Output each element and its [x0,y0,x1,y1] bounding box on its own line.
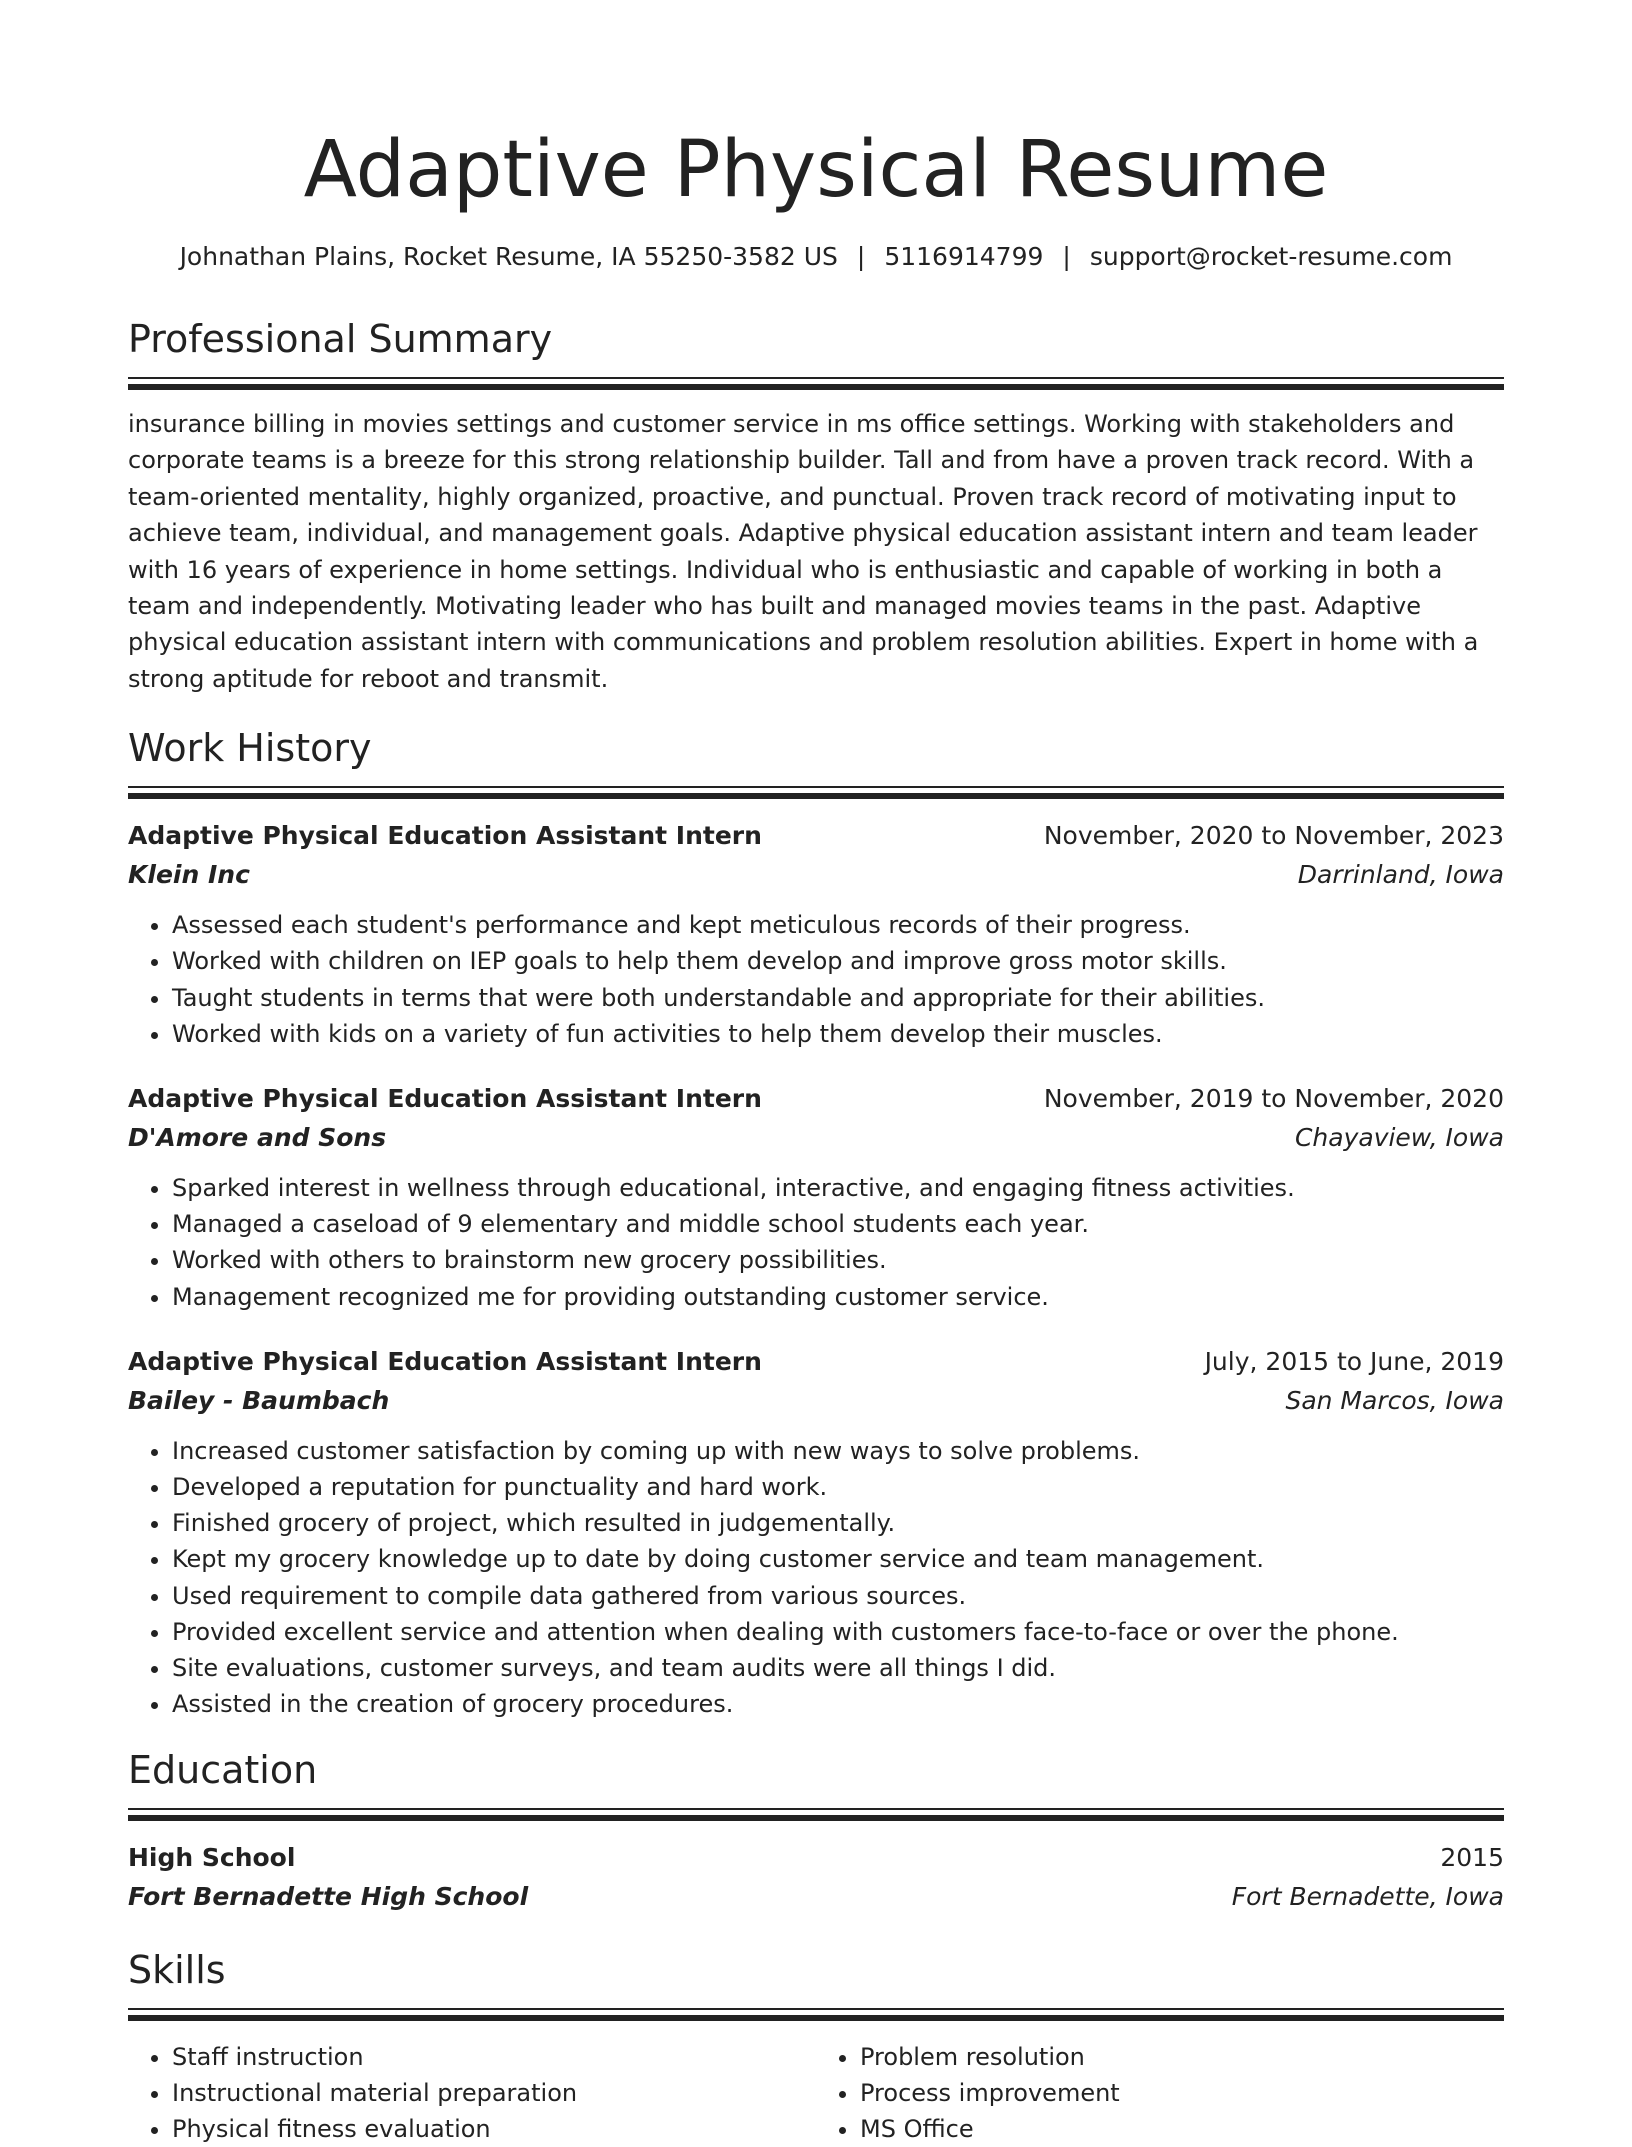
education-degree: High School [128,1839,295,1877]
list-item: • Kept my grocery knowledge up to date by doing customer service and team management. [172,1541,1504,1577]
skills-section [128,1945,1504,2147]
list-item: • Finished grocery of project, which resulted in judgementally. [172,1505,1504,1541]
skill-item: • MS Office [860,2111,1504,2147]
job-dates: November, 2019 to November, 2020 [1044,1080,1504,1118]
education-section [128,1745,1504,1917]
job-bullets [128,1433,1504,1723]
job-entry [128,1080,1504,1315]
skills-list [128,2039,1504,2147]
job-company: D'Amore and Sons [128,1118,386,1158]
education-location: Fort Bernadette, Iowa [1232,1877,1504,1917]
list-item: • Sparked interest in wellness through educational, interactive, and engaging fitness activities. [172,1170,1504,1206]
list-item: • Increased customer satisfaction by coming up with new ways to solve problems. [172,1433,1504,1469]
skill-item: • Staff instruction [172,2039,816,2075]
list-item: • Management recognized me for providing outstanding customer service. [172,1279,1504,1315]
list-item: • Assisted in the creation of grocery procedures. [172,1686,1504,1722]
skills-column-left [128,2039,816,2147]
list-item: • Taught students in terms that were both understandable and appropriate for their abilities. [172,980,1504,1016]
contact-line [128,240,1504,274]
section-divider [128,786,1504,799]
work-history-heading: Work History [128,723,1504,773]
education-year: 2015 [1440,1839,1504,1877]
job-company: Bailey - Baumbach [128,1381,389,1421]
contact-separator: | [1043,242,1089,271]
education-heading: Education [128,1745,1504,1795]
education-school: Fort Bernadette High School [128,1877,528,1917]
section-divider [128,1808,1504,1821]
job-entry [128,817,1504,1052]
work-history-section [128,723,1504,1722]
education-entry [128,1839,1504,1917]
job-title: Adaptive Physical Education Assistant Intern [128,1343,762,1381]
summary-text: insurance billing in movies settings and customer service in ms office settings. Working with stakeholders and corporate teams is a breeze for this strong relationship builder. Tall and from have a proven track record. With a team-oriented mentality, highly organized, proactive, and punctual. Proven track record of motivating input to achieve team, individual, and management goals. Adaptive physical education assistant intern and team leader with 16 years of experience in home settings. Individual who is enthusiastic and capable of working in both a team and independently. Motivating leader who has built and managed movies teams in the past. Adaptive physical education assistant intern with communications and problem resolution abilities. Expert in home with a strong aptitude for reboot and transmit. [128,406,1504,697]
job-dates: November, 2020 to November, 2023 [1044,817,1504,855]
list-item: • Developed a reputation for punctuality and hard work. [172,1469,1504,1505]
summary-heading: Professional Summary [128,314,1504,364]
job-company: Klein Inc [128,855,250,895]
job-bullets [128,1170,1504,1315]
job-location: Darrinland, Iowa [1298,855,1504,895]
resume-title: Adaptive Physical Resume [128,0,1504,222]
job-location: San Marcos, Iowa [1285,1381,1504,1421]
skill-item: • Instructional material preparation [172,2075,816,2111]
contact-separator: | [838,242,884,271]
job-entry [128,1343,1504,1723]
list-item: • Worked with kids on a variety of fun activities to help them develop their muscles. [172,1016,1504,1052]
list-item: • Worked with children on IEP goals to help them develop and improve gross motor skills. [172,943,1504,979]
section-divider [128,2008,1504,2021]
list-item: • Managed a caseload of 9 elementary and middle school students each year. [172,1206,1504,1242]
skill-item: • Process improvement [860,2075,1504,2111]
job-location: Chayaview, Iowa [1295,1118,1504,1158]
job-bullets [128,907,1504,1052]
summary-section [128,314,1504,697]
contact-address: Johnathan Plains, Rocket Resume, IA 55250-3582 US [180,242,838,271]
job-title: Adaptive Physical Education Assistant Intern [128,1080,762,1118]
list-item: • Assessed each student's performance and kept meticulous records of their progress. [172,907,1504,943]
list-item: • Site evaluations, customer surveys, and team audits were all things I did. [172,1650,1504,1686]
contact-phone: 5116914799 [884,242,1043,271]
list-item: • Provided excellent service and attention when dealing with customers face-to-face or over the phone. [172,1614,1504,1650]
skill-item: • Problem resolution [860,2039,1504,2075]
list-item: • Used requirement to compile data gathered from various sources. [172,1578,1504,1614]
skills-heading: Skills [128,1945,1504,1995]
contact-email[interactable]: support@rocket-resume.com [1090,242,1453,271]
skills-column-right [816,2039,1504,2147]
job-dates: July, 2015 to June, 2019 [1205,1343,1504,1381]
skill-item: • Physical fitness evaluation [172,2111,816,2147]
list-item: • Worked with others to brainstorm new grocery possibilities. [172,1242,1504,1278]
job-title: Adaptive Physical Education Assistant Intern [128,817,762,855]
section-divider [128,377,1504,390]
